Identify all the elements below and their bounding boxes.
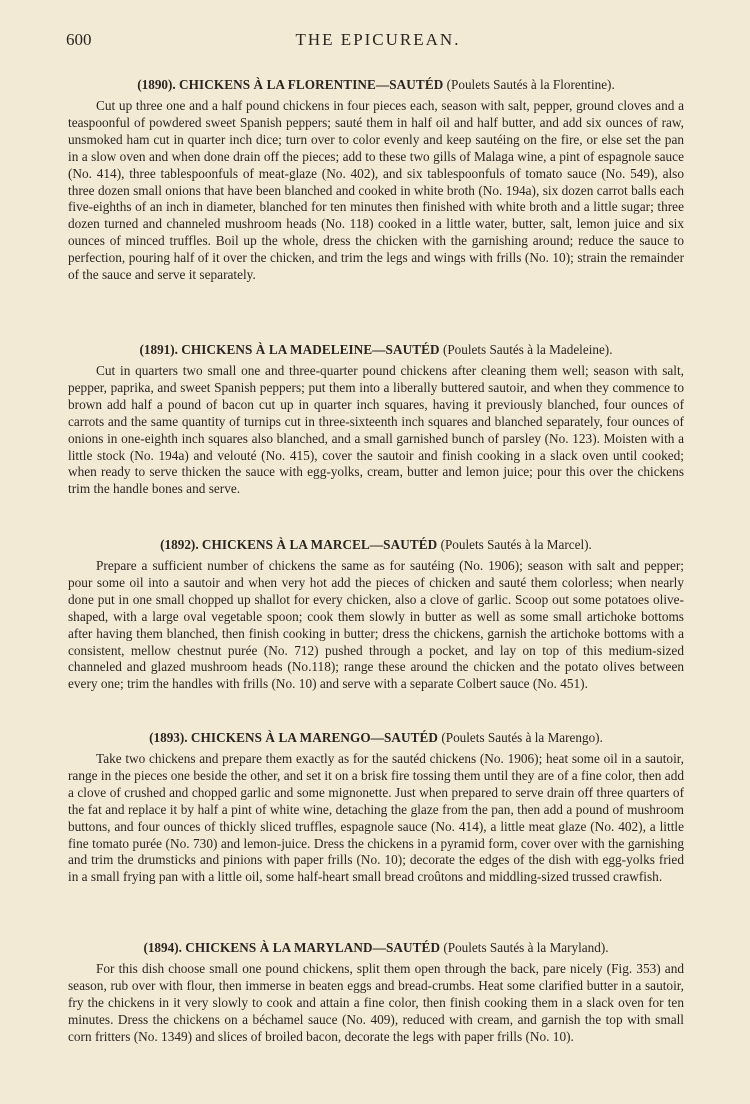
recipe-number: (1891).	[139, 342, 178, 357]
page-number: 600	[66, 30, 92, 49]
recipe-name: CHICKENS À LA MARCEL—SAUTÉD	[201, 537, 438, 552]
recipe-text: Take two chickens and prepare them exactly as for the sautéd chickens (No. 1906); heat some oil in a sautoir, range in the pieces one beside the other, and set it on a brisk fire tossing them until they are of a fine color, then add a clove of crushed and chopped garlic and some mignonette. Just when prepared to serve drain off three quarters of the fat and replace it by half a pint of white wine, detaching the glaze from the pan, then add a pound of mushroom buttons, and four ounces of thickly sliced truffles, espagnole sauce (No. 414), a little meat glaze (No. 402), a little fine tomato purée (No. 730) and lemon-juice. Dress the chickens in a pyramid form, cover over with the garnishing and trim the drumsticks and pinions with paper frills (No. 10); decorate the edges of the dish with egg-yolks fried in a small frying pan with a little oil, some half-heart small bread croûtons and middling-sized trussed crawfish.	[68, 751, 684, 885]
page-header	[66, 30, 690, 58]
recipe-french-name: (Poulets Sautés à la Florentine).	[446, 77, 615, 92]
recipe-name: CHICKENS À LA FLORENTINE—SAUTÉD	[179, 77, 444, 92]
recipe-heading	[68, 729, 684, 747]
recipe-name: CHICKENS À LA MADELEINE—SAUTÉD	[181, 342, 440, 357]
recipe-heading	[68, 341, 684, 359]
recipe-text: Cut in quarters two small one and three-quarter pound chickens after cleaning them well; season with salt, pepper, paprika, and sweet Spanish peppers; put them into a liberally buttered sautoir, and when they commence to brown add half a pound of bacon cut up in quarter inch squares, having it previously blanched, four ounces of carrots and the same quantity of turnips cut in three-sixteenth inch squares and blanched separately, four ounces of onions in one-eighth inch squares also blanched, and a small garnished bunch of parsley (No. 123). Moisten with a little stock (No. 194a) and velouté (No. 415), cover the sautoir and finish cooking in a slack oven until cooked; when ready to serve thicken the sauce with egg-yolks, cream, butter and lemon juice; pour this over the chickens trim the handle bones and serve.	[68, 363, 684, 497]
recipe-number: (1892).	[160, 537, 199, 552]
recipe-name: CHICKENS À LA MARENGO—SAUTÉD	[190, 730, 439, 745]
recipe-text: Cut up three one and a half pound chickens in four pieces each, season with salt, pepper, ground cloves and a teaspoonful of powdered sweet Spanish peppers; sauté them in half oil and half butter, and add six ounces of raw, unsmoked ham cut in quarter inch dice; turn over to color evenly and keep sautéing on the fire, or else set the pan in a slow oven and when done drain off the pieces; add to these two gills of Malaga wine, a pint of espagnole sauce (No. 414), three tablespoonfuls of meat-glaze (No. 402), and six tablespoonfuls of tomato sauce (No. 549), also three dozen small onions that have been blanched and cooked in white broth (No. 194a), six dozen carrot balls each five-eighths of an inch in diameter, blanched for ten minutes then finished with white broth and a little sugar; three dozen turned and channeled mushroom heads (No. 118) cooked in a little water, butter, salt, lemon juice and six ounces of minced truffles. Boil up the whole, dress the chicken with the garnishing around; reduce the sauce to perfection, pouring half of it over the chicken, and trim the legs and wings with frills (No. 10); strain the remainder of the sauce and serve it separately.	[68, 98, 684, 283]
recipe-heading	[68, 939, 684, 957]
recipe-name: CHICKENS À LA MARYLAND—SAUTÉD	[185, 940, 441, 955]
recipe-number: (1893).	[149, 730, 188, 745]
recipe-text: For this dish choose small one pound chickens, split them open through the back, pare nicely (Fig. 353) and season, rub over with flour, then immerse in beaten eggs and bread-crumbs. Heat some clarified butter in a sautoir, fry the chickens in it very slowly to cook and attain a fine color, then finish cooking them in a slack oven for ten minutes. Dress the chickens on a béchamel sauce (No. 409), reduced with cream, and garnish the top with small corn fritters (No. 1349) and slices of broiled bacon, decorate the legs with paper frills (No. 10).	[68, 961, 684, 1044]
recipe-heading	[68, 536, 684, 554]
recipe-1890	[68, 76, 684, 284]
recipe-1894	[68, 939, 684, 1046]
recipe-french-name: (Poulets Sautés à la Marengo).	[441, 730, 603, 745]
recipe-1892	[68, 536, 684, 693]
recipe-french-name: (Poulets Sautés à la Maryland).	[443, 940, 609, 955]
recipe-french-name: (Poulets Sautés à la Marcel).	[440, 537, 592, 552]
running-title: THE EPICUREAN.	[295, 30, 461, 49]
recipe-french-name: (Poulets Sautés à la Madeleine).	[442, 342, 613, 357]
recipe-number: (1894).	[143, 940, 182, 955]
recipe-1893	[68, 729, 684, 886]
recipe-text: Prepare a sufficient number of chickens the same as for sautéing (No. 1906); season with salt and pepper; pour some oil into a sautoir and when very hot add the pieces of chicken and sauté them colorless; when nearly done put in one small chopped up shallot for every chicken, also a clove of garlic. Scoop out some potatoes olive-shaped, with a large oval vegetable spoon; cook them slowly in butter as well as some small artichoke bottoms after having them blanched, then finish cooking in butter; dress the chickens, garnish the artichoke bottoms with a consistent, mellow chestnut purée (No. 712) pushed through a pocket, and lay on top of this medium-sized channeled and glazed mushroom heads (No.118); range these around the chicken and the potato olives between every one; trim the handles with frills (No. 10) and serve with a separate Colbert sauce (No. 451).	[68, 558, 684, 692]
recipe-heading	[68, 76, 684, 94]
recipe-1891	[68, 341, 684, 498]
recipe-number: (1890).	[137, 77, 176, 92]
